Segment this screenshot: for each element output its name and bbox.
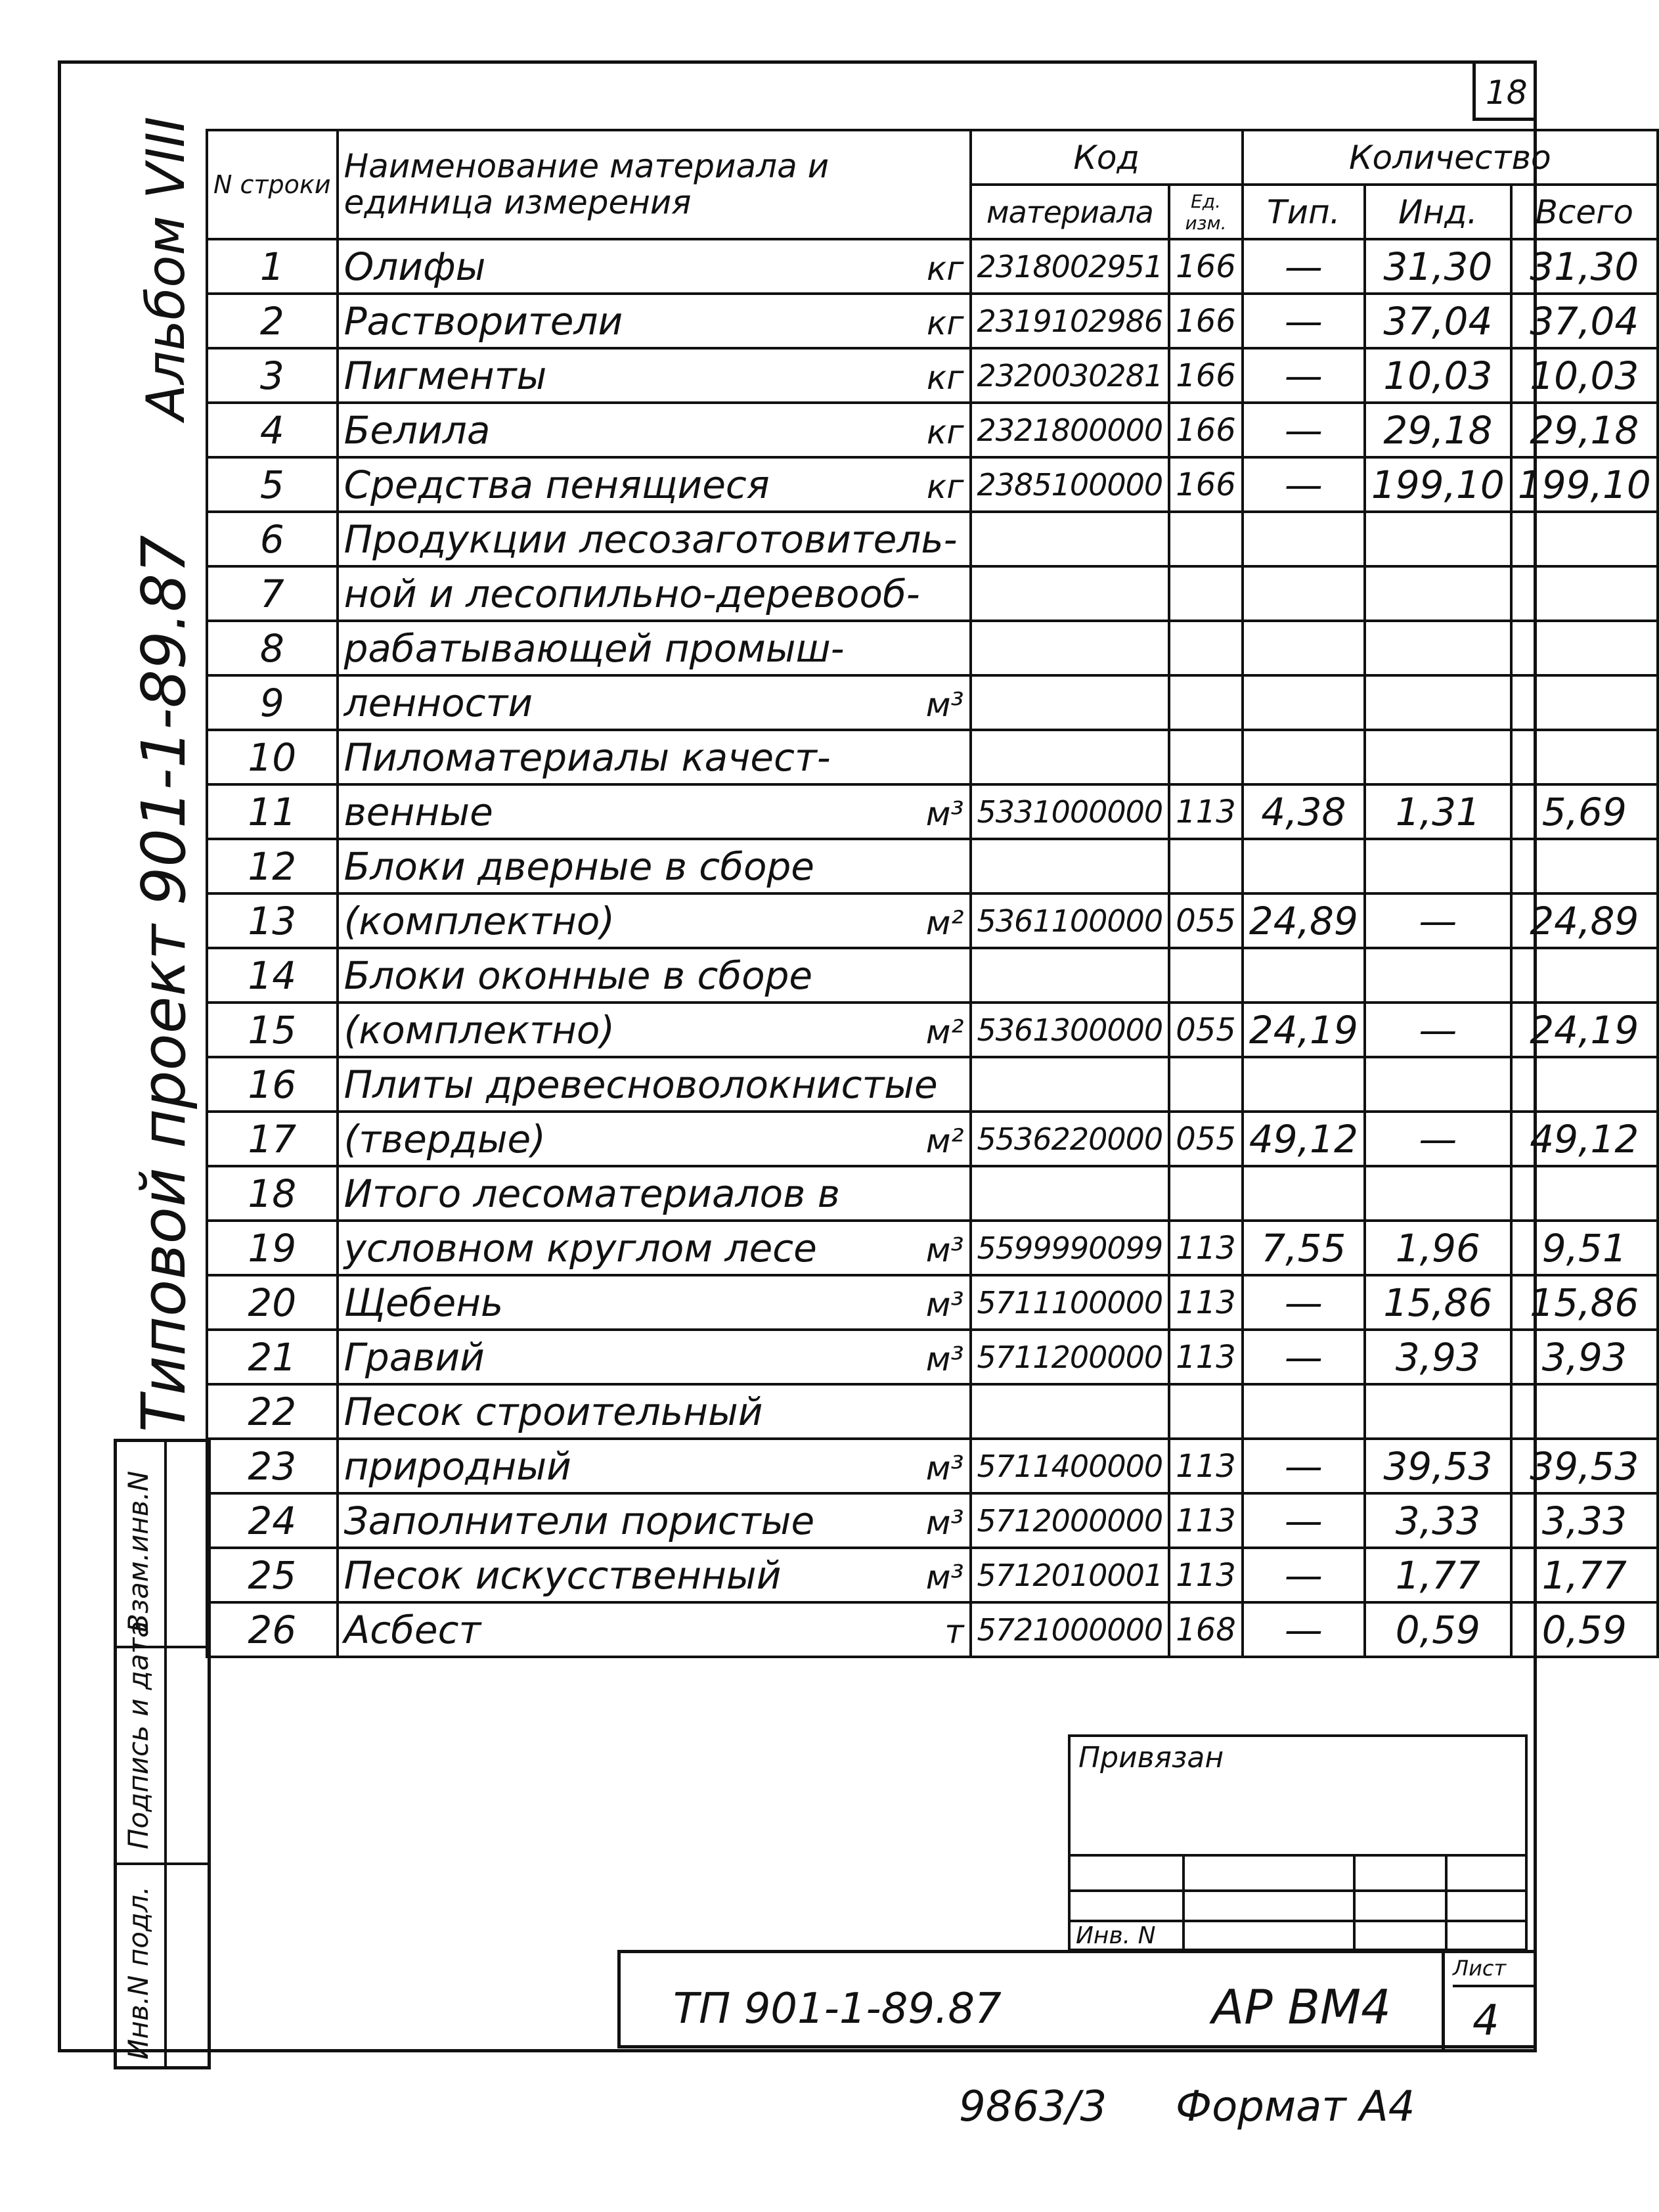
material-name: рабатывающей промыш- xyxy=(343,625,845,671)
material-name-cell xyxy=(338,1166,971,1221)
quantity-total xyxy=(1511,675,1658,730)
stamp-line xyxy=(1071,1889,1525,1892)
row-number: 14 xyxy=(207,948,338,1003)
quantity-ind: 31,30 xyxy=(1365,239,1511,294)
quantity-ind xyxy=(1365,512,1511,566)
table-row xyxy=(207,1166,1658,1221)
material-code-header: материала xyxy=(971,185,1170,239)
quantity-ind xyxy=(1365,730,1511,784)
table-row xyxy=(207,621,1658,675)
quantity-ind: 29,18 xyxy=(1365,403,1511,457)
table-row xyxy=(207,1057,1658,1112)
row-number: 17 xyxy=(207,1112,338,1166)
quantity-ind xyxy=(1365,839,1511,893)
sheet-code: АР ВМ4 xyxy=(1212,1979,1391,2035)
sheet-label: Лист xyxy=(1453,1956,1536,1987)
material-code: 2385100000 xyxy=(971,457,1170,512)
album-label: Альбом VIII xyxy=(135,116,196,420)
quantity-total xyxy=(1511,566,1658,621)
material-name: (комплектно) xyxy=(343,1007,615,1052)
row-number: 8 xyxy=(207,621,338,675)
materials-table xyxy=(206,129,1659,1658)
unit-code xyxy=(1169,1384,1243,1439)
row-number: 20 xyxy=(207,1275,338,1330)
row-number-header: N строки xyxy=(207,130,338,239)
unit-code xyxy=(1169,566,1243,621)
row-number: 23 xyxy=(207,1439,338,1493)
row-number: 15 xyxy=(207,1003,338,1057)
quantity-total: 5,69 xyxy=(1511,784,1658,839)
row-number: 22 xyxy=(207,1384,338,1439)
unit-code: 113 xyxy=(1169,1275,1243,1330)
material-name: Растворители xyxy=(343,298,623,344)
stamp-column-line xyxy=(1353,1854,1356,1949)
row-number: 12 xyxy=(207,839,338,893)
unit-code xyxy=(1169,1057,1243,1112)
material-code: 5711100000 xyxy=(971,1275,1170,1330)
quantity-total xyxy=(1511,621,1658,675)
material-name: Пиломатериалы качест- xyxy=(343,734,831,780)
quantity-total: 9,51 xyxy=(1511,1221,1658,1275)
quantity-tip: — xyxy=(1243,1548,1365,1602)
side-approval-box xyxy=(114,1439,211,2069)
measurement-unit: м³ xyxy=(925,794,964,833)
quantity-tip xyxy=(1243,1384,1365,1439)
material-code xyxy=(971,621,1170,675)
quantity-total: 31,30 xyxy=(1511,239,1658,294)
inventory-label: Инв. N xyxy=(1076,1922,1156,1949)
measurement-unit: м² xyxy=(925,1121,964,1160)
unit-code xyxy=(1169,730,1243,784)
quantity-ind xyxy=(1365,1384,1511,1439)
quantity-ind: 1,77 xyxy=(1365,1548,1511,1602)
material-name: Пигменты xyxy=(343,353,547,398)
material-name: (комплектно) xyxy=(343,898,615,943)
row-number: 3 xyxy=(207,348,338,403)
unit-code: 166 xyxy=(1169,348,1243,403)
quantity-tip: 24,19 xyxy=(1243,1003,1365,1057)
measurement-unit: кг xyxy=(927,304,964,342)
quantity-tip: — xyxy=(1243,403,1365,457)
table-row xyxy=(207,675,1658,730)
quantity-total: 24,89 xyxy=(1511,893,1658,948)
unit-code: 166 xyxy=(1169,294,1243,348)
material-name-cell xyxy=(338,1112,971,1166)
quantity-tip: — xyxy=(1243,1330,1365,1384)
table-row xyxy=(207,1330,1658,1384)
row-number: 25 xyxy=(207,1548,338,1602)
material-name-cell xyxy=(338,1548,971,1602)
unit-code: 166 xyxy=(1169,239,1243,294)
sheet-number: 4 xyxy=(1472,1997,1499,2045)
quantity-tip xyxy=(1243,675,1365,730)
row-number: 10 xyxy=(207,730,338,784)
table-row xyxy=(207,1384,1658,1439)
material-code: 5711400000 xyxy=(971,1439,1170,1493)
material-name-cell xyxy=(338,239,971,294)
measurement-unit: м² xyxy=(925,1012,964,1051)
quantity-tip xyxy=(1243,948,1365,1003)
quantity-total xyxy=(1511,1384,1658,1439)
material-name-cell xyxy=(338,675,971,730)
order-number: 9863/3 xyxy=(959,2083,1107,2131)
quantity-tip: — xyxy=(1243,294,1365,348)
corner-sheet-number: 18 xyxy=(1486,74,1528,112)
material-code xyxy=(971,1166,1170,1221)
material-code xyxy=(971,675,1170,730)
stamp-column-line xyxy=(1445,1854,1448,1949)
unit-code: 113 xyxy=(1169,1548,1243,1602)
material-name: (твердые) xyxy=(343,1116,546,1162)
quantity-ind xyxy=(1365,621,1511,675)
unit-code: 055 xyxy=(1169,1003,1243,1057)
quantity-ind: — xyxy=(1365,893,1511,948)
signature-date-label: Подпись и дата xyxy=(122,1621,154,1849)
material-name: Продукции лесозаготовитель- xyxy=(343,516,958,562)
material-code: 5721000000 xyxy=(971,1602,1170,1657)
material-name-cell xyxy=(338,1275,971,1330)
table-row xyxy=(207,784,1658,839)
row-number: 13 xyxy=(207,893,338,948)
measurement-unit: кг xyxy=(927,413,964,451)
material-code xyxy=(971,1384,1170,1439)
table-row xyxy=(207,294,1658,348)
table-row xyxy=(207,566,1658,621)
material-code xyxy=(971,566,1170,621)
unit-code xyxy=(1169,839,1243,893)
quantity-tip: — xyxy=(1243,1493,1365,1548)
sheet-cell xyxy=(1442,1953,1540,2052)
quantity-tip xyxy=(1243,839,1365,893)
unit-code: 055 xyxy=(1169,893,1243,948)
material-name-cell xyxy=(338,839,971,893)
quantity-total: 15,86 xyxy=(1511,1275,1658,1330)
material-name-cell xyxy=(338,730,971,784)
material-name: Блоки дверные в сборе xyxy=(343,844,814,889)
material-name: Средства пенящиеся xyxy=(343,462,770,507)
project-label: Типовой проект 901-1-89.87 xyxy=(129,535,199,1432)
material-name: Олифы xyxy=(343,244,486,289)
unit-code: 166 xyxy=(1169,403,1243,457)
row-number: 2 xyxy=(207,294,338,348)
stamp-column-line xyxy=(1182,1854,1185,1949)
measurement-unit: м³ xyxy=(925,1503,964,1542)
quantity-tip: — xyxy=(1243,457,1365,512)
total-header: Всего xyxy=(1511,185,1658,239)
quantity-total xyxy=(1511,730,1658,784)
unit-code: 113 xyxy=(1169,784,1243,839)
quantity-total xyxy=(1511,948,1658,1003)
material-code: 5711200000 xyxy=(971,1330,1170,1384)
quantity-total xyxy=(1511,1057,1658,1112)
unit-code xyxy=(1169,512,1243,566)
material-code xyxy=(971,948,1170,1003)
code-group-header: Код xyxy=(971,130,1243,185)
material-code: 5712010001 xyxy=(971,1548,1170,1602)
unit-code xyxy=(1169,948,1243,1003)
quantity-ind: 15,86 xyxy=(1365,1275,1511,1330)
material-name: Песок искусственный xyxy=(343,1552,782,1598)
material-name-cell xyxy=(338,621,971,675)
material-name: Плиты древесноволокнистые xyxy=(343,1062,938,1107)
measurement-unit: м³ xyxy=(925,1230,964,1269)
measurement-unit: кг xyxy=(927,467,964,506)
quantity-tip: — xyxy=(1243,348,1365,403)
quantity-tip xyxy=(1243,1166,1365,1221)
material-code: 5361300000 xyxy=(971,1003,1170,1057)
quantity-ind xyxy=(1365,675,1511,730)
material-name-cell xyxy=(338,1221,971,1275)
table-row xyxy=(207,348,1658,403)
quantity-tip xyxy=(1243,1057,1365,1112)
material-name-cell xyxy=(338,784,971,839)
table-row xyxy=(207,1275,1658,1330)
material-name: Блоки оконные в сборе xyxy=(343,953,813,998)
row-number: 1 xyxy=(207,239,338,294)
table-row xyxy=(207,1221,1658,1275)
unit-code: 055 xyxy=(1169,1112,1243,1166)
measurement-unit: м³ xyxy=(925,685,964,724)
quantity-total: 1,77 xyxy=(1511,1548,1658,1602)
table-row xyxy=(207,457,1658,512)
quantity-ind xyxy=(1365,1166,1511,1221)
material-name: Щебень xyxy=(343,1280,504,1325)
material-name-cell xyxy=(338,1057,971,1112)
side-approval-divider xyxy=(164,1442,167,2066)
material-name-cell xyxy=(338,403,971,457)
quantity-ind: 1,96 xyxy=(1365,1221,1511,1275)
material-name-cell xyxy=(338,457,971,512)
paper-format: Формат А4 xyxy=(1176,2083,1415,2131)
unit-code: 113 xyxy=(1169,1439,1243,1493)
quantity-tip xyxy=(1243,512,1365,566)
unit-code xyxy=(1169,675,1243,730)
quantity-tip: — xyxy=(1243,1275,1365,1330)
unit-code: 168 xyxy=(1169,1602,1243,1657)
unit-code xyxy=(1169,621,1243,675)
quantity-tip: 24,89 xyxy=(1243,893,1365,948)
material-code: 2321800000 xyxy=(971,403,1170,457)
material-name-cell xyxy=(338,1493,971,1548)
table-row xyxy=(207,1112,1658,1166)
stamp-line xyxy=(1071,1854,1525,1857)
material-name: Итого лесоматериалов в xyxy=(343,1171,840,1216)
material-code xyxy=(971,512,1170,566)
unit-code xyxy=(1169,1166,1243,1221)
quantity-tip xyxy=(1243,621,1365,675)
material-name: ленности xyxy=(343,680,533,725)
quantity-tip: — xyxy=(1243,1439,1365,1493)
material-name: природный xyxy=(343,1443,571,1489)
quantity-total: 39,53 xyxy=(1511,1439,1658,1493)
material-name-cell xyxy=(338,1439,971,1493)
quantity-ind: — xyxy=(1365,1112,1511,1166)
row-number: 9 xyxy=(207,675,338,730)
side-approval-line xyxy=(117,1862,208,1865)
quantity-total: 29,18 xyxy=(1511,403,1658,457)
title-block xyxy=(617,1950,1537,2048)
table-row xyxy=(207,1493,1658,1548)
material-code: 5536220000 xyxy=(971,1112,1170,1166)
row-number: 6 xyxy=(207,512,338,566)
quantity-total: 3,93 xyxy=(1511,1330,1658,1384)
material-name: Гравий xyxy=(343,1334,485,1380)
original-inventory-label: Инв.N подл. xyxy=(122,1885,154,2060)
material-name: условном круглом лесе xyxy=(343,1225,817,1271)
quantity-tip: 4,38 xyxy=(1243,784,1365,839)
quantity-group-header: Количество xyxy=(1243,130,1658,185)
material-name: Заполнители пористые xyxy=(343,1498,815,1543)
quantity-total: 3,33 xyxy=(1511,1493,1658,1548)
quantity-total: 49,12 xyxy=(1511,1112,1658,1166)
table-row xyxy=(207,839,1658,893)
quantity-ind: 199,10 xyxy=(1365,457,1511,512)
quantity-total: 24,19 xyxy=(1511,1003,1658,1057)
table-row xyxy=(207,730,1658,784)
table-row xyxy=(207,1003,1658,1057)
quantity-tip xyxy=(1243,566,1365,621)
material-code: 5599990099 xyxy=(971,1221,1170,1275)
table-row xyxy=(207,893,1658,948)
material-code: 2318002951 xyxy=(971,239,1170,294)
row-number: 11 xyxy=(207,784,338,839)
unit-code: 113 xyxy=(1169,1493,1243,1548)
quantity-total xyxy=(1511,839,1658,893)
ind-header: Инд. xyxy=(1365,185,1511,239)
tied-label: Привязан xyxy=(1078,1741,1224,1774)
material-name-cell xyxy=(338,1384,971,1439)
measurement-unit: м³ xyxy=(925,1449,964,1487)
quantity-ind xyxy=(1365,1057,1511,1112)
quantity-tip xyxy=(1243,730,1365,784)
tip-header: Тип. xyxy=(1243,185,1365,239)
row-number: 5 xyxy=(207,457,338,512)
replacement-inventory-label: Взам.инв.N xyxy=(122,1470,154,1633)
material-name-cell xyxy=(338,893,971,948)
material-code: 2320030281 xyxy=(971,348,1170,403)
table-row xyxy=(207,1548,1658,1602)
material-name-cell xyxy=(338,948,971,1003)
material-name: Белила xyxy=(343,407,491,453)
row-number: 21 xyxy=(207,1330,338,1384)
quantity-ind: 1,31 xyxy=(1365,784,1511,839)
quantity-ind: 39,53 xyxy=(1365,1439,1511,1493)
quantity-tip: — xyxy=(1243,239,1365,294)
quantity-ind: 37,04 xyxy=(1365,294,1511,348)
material-name-cell xyxy=(338,294,971,348)
measurement-unit: м² xyxy=(925,903,964,942)
material-name-cell xyxy=(338,1330,971,1384)
quantity-total xyxy=(1511,1166,1658,1221)
quantity-ind: — xyxy=(1365,1003,1511,1057)
measurement-unit: м³ xyxy=(925,1558,964,1596)
unit-code: 113 xyxy=(1169,1330,1243,1384)
material-code: 5712000000 xyxy=(971,1493,1170,1548)
quantity-total: 10,03 xyxy=(1511,348,1658,403)
quantity-ind: 0,59 xyxy=(1365,1602,1511,1657)
row-number: 16 xyxy=(207,1057,338,1112)
material-code xyxy=(971,1057,1170,1112)
material-code: 5361100000 xyxy=(971,893,1170,948)
table-row xyxy=(207,239,1658,294)
measurement-unit: кг xyxy=(927,358,964,397)
unit-code-header: Ед. изм. xyxy=(1169,185,1243,239)
material-name: ной и лесопильно-деревооб- xyxy=(343,571,920,616)
row-number: 4 xyxy=(207,403,338,457)
table-row xyxy=(207,512,1658,566)
row-number: 18 xyxy=(207,1166,338,1221)
quantity-total: 199,10 xyxy=(1511,457,1658,512)
quantity-ind: 10,03 xyxy=(1365,348,1511,403)
row-number: 24 xyxy=(207,1493,338,1548)
material-name: венные xyxy=(343,789,493,834)
quantity-total: 37,04 xyxy=(1511,294,1658,348)
unit-code: 166 xyxy=(1169,457,1243,512)
measurement-unit: м³ xyxy=(925,1340,964,1378)
table-row xyxy=(207,1439,1658,1493)
material-code xyxy=(971,839,1170,893)
quantity-tip: — xyxy=(1243,1602,1365,1657)
binding-stamp xyxy=(1068,1734,1528,1951)
row-number: 26 xyxy=(207,1602,338,1657)
measurement-unit: кг xyxy=(927,249,964,288)
table-row xyxy=(207,1602,1658,1657)
material-name: Асбест xyxy=(343,1607,481,1652)
material-code: 5331000000 xyxy=(971,784,1170,839)
quantity-ind: 3,33 xyxy=(1365,1493,1511,1548)
material-name-cell xyxy=(338,566,971,621)
quantity-tip: 49,12 xyxy=(1243,1112,1365,1166)
measurement-unit: м³ xyxy=(925,1285,964,1324)
quantity-ind xyxy=(1365,948,1511,1003)
quantity-total: 0,59 xyxy=(1511,1602,1658,1657)
row-number: 19 xyxy=(207,1221,338,1275)
material-name-cell xyxy=(338,1602,971,1657)
measurement-unit: т xyxy=(944,1612,964,1651)
table-row xyxy=(207,403,1658,457)
unit-code: 113 xyxy=(1169,1221,1243,1275)
material-name: Песок строительный xyxy=(343,1389,763,1434)
material-name-cell xyxy=(338,1003,971,1057)
quantity-ind xyxy=(1365,566,1511,621)
material-code: 2319102986 xyxy=(971,294,1170,348)
document-number: ТП 901-1-89.87 xyxy=(673,1985,1002,2033)
name-header: Наименование материала и единица измерения xyxy=(338,130,971,239)
material-name-cell xyxy=(338,512,971,566)
quantity-total xyxy=(1511,512,1658,566)
row-number: 7 xyxy=(207,566,338,621)
table-row xyxy=(207,948,1658,1003)
material-name-cell xyxy=(338,348,971,403)
quantity-ind: 3,93 xyxy=(1365,1330,1511,1384)
material-code xyxy=(971,730,1170,784)
quantity-tip: 7,55 xyxy=(1243,1221,1365,1275)
